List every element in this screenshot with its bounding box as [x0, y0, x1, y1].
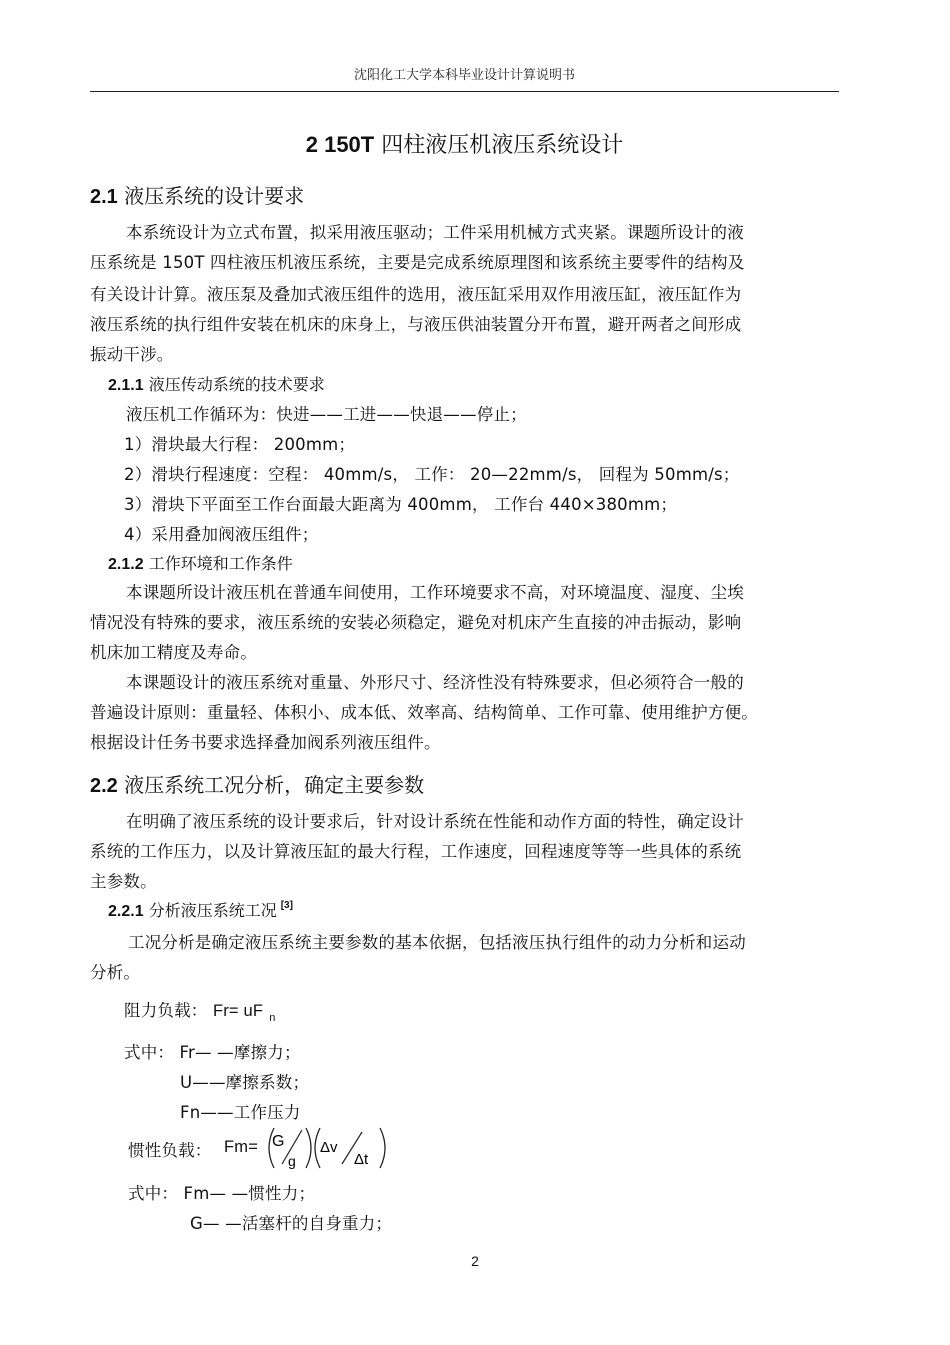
section-heading-2-1	[90, 180, 304, 209]
where-clause: 式中： Fr— —摩擦力；	[124, 1043, 301, 1062]
paragraph-line: 压系统是 150T 四柱液压机液压系统，主要是完成系统原理图和该系统主要零件的结构及	[90, 253, 745, 272]
paragraph-line: 有关设计计算。液压泵及叠加式液压组件的选用，液压缸采用双作用液压缸，液压缸作为	[90, 285, 742, 304]
paragraph-line: 普遍设计原则：重量轻、体积小、成本低、效率高、结构简单、工作可靠、使用维护方便。	[90, 703, 758, 722]
chapter-title-text: 四柱液压机液压系统设计	[381, 133, 624, 158]
paragraph-line: 液压系统的执行组件安装在机床的床身上，与液压供油装置分开布置，避开两者之间形成	[90, 315, 742, 334]
subsection-title: 工作环境和工作条件	[148, 554, 293, 573]
variable-definition: U——摩擦系数；	[180, 1073, 310, 1092]
paragraph-line: 机床加工精度及寿命。	[90, 643, 257, 662]
frac-denominator-g: g	[288, 1153, 296, 1169]
section-title: 液压系统工况分析，确定主要参数	[124, 773, 425, 797]
formula-label: 阻力负载：	[124, 1001, 208, 1020]
list-item: 1）滑块最大行程： 200mm；	[124, 435, 356, 454]
subsection-number: 2.2.1	[108, 903, 144, 920]
page-number: 2	[471, 1253, 479, 1269]
frac-numerator-dv: Δv	[320, 1139, 338, 1156]
resistance-load-formula	[124, 997, 276, 1024]
chapter-number: 2 150T	[305, 132, 375, 157]
subsection-heading-2-1-2	[108, 551, 293, 574]
paragraph-line: 本课题所设计液压机在普通车间使用，工作环境要求不高，对环境温度、湿度、尘埃	[126, 583, 744, 602]
frac-numerator-g: G	[272, 1133, 285, 1150]
paragraph-line: 主参数。	[90, 872, 157, 891]
variable-definition: G— —活塞杆的自身重力；	[190, 1214, 393, 1233]
section-number: 2.1	[90, 186, 118, 208]
right-paren	[306, 1128, 311, 1168]
subsection-title: 液压传动系统的技术要求	[148, 375, 325, 394]
section-number: 2.2	[90, 775, 118, 797]
subsection-heading-2-1-1	[108, 372, 325, 395]
paragraph-line: 在明确了液压系统的设计要求后，针对设计系统在性能和动作方面的特性，确定设计	[126, 812, 744, 831]
chapter-title	[90, 128, 839, 159]
subsection-number: 2.1.2	[108, 556, 144, 573]
paragraph-line: 根据设计任务书要求选择叠加阀系列液压组件。	[90, 733, 441, 752]
subsection-title: 分析液压系统工况	[148, 901, 277, 920]
variable-definition: Fn——工作压力	[180, 1103, 301, 1122]
inertia-formula-fractions	[262, 1124, 392, 1172]
citation-ref: [3]	[280, 900, 293, 911]
section-heading-2-2	[90, 769, 424, 798]
formula-subscript: n	[269, 1012, 276, 1024]
paragraph-line: 振动干涉。	[90, 345, 174, 364]
list-item: 3）滑块下平面至工作台面最大距离为 400mm， 工作台 440×380mm；	[124, 495, 678, 514]
section-title: 液压系统的设计要求	[124, 184, 305, 208]
header-rule	[90, 91, 839, 92]
running-header: 沈阳化工大学本科毕业设计计算说明书	[353, 68, 575, 83]
paragraph-line: 液压机工作循环为：快进——工进——快退——停止；	[126, 405, 527, 424]
paragraph-line: 本课题设计的液压系统对重量、外形尺寸、经济性没有特殊要求，但必须符合一般的	[126, 673, 744, 692]
where-clause: 式中： Fm— —惯性力；	[128, 1184, 316, 1203]
paragraph-line: 分析。	[90, 963, 141, 982]
paragraph-line: 工况分析是确定液压系统主要参数的基本依据，包括液压执行组件的动力分析和运动	[128, 933, 746, 952]
paragraph-line: 系统的工作压力，以及计算液压缸的最大行程，工作速度，回程速度等等一些具体的系统	[90, 842, 742, 861]
right-paren	[380, 1128, 385, 1168]
subsection-heading-2-2-1	[108, 898, 293, 921]
list-item: 4）采用叠加阀液压组件；	[124, 525, 319, 544]
list-item: 2）滑块行程速度：空程： 40mm/s， 工作： 20—22mm/s， 回程为 50mm/s；	[124, 465, 740, 484]
inertia-load-label: 惯性负载：	[128, 1141, 212, 1160]
subsection-number: 2.1.1	[108, 377, 144, 394]
formula-expression: Fr= uF	[212, 1002, 264, 1020]
paragraph-line: 情况没有特殊的要求，液压系统的安装必须稳定，避免对机床产生直接的冲击振动，影响	[90, 613, 742, 632]
frac-denominator-dt: Δt	[354, 1151, 369, 1168]
paragraph-line: 本系统设计为立式布置，拟采用液压驱动；工件采用机械方式夹紧。课题所设计的液	[126, 223, 744, 242]
inertia-formula-lhs: Fm=	[224, 1138, 259, 1156]
